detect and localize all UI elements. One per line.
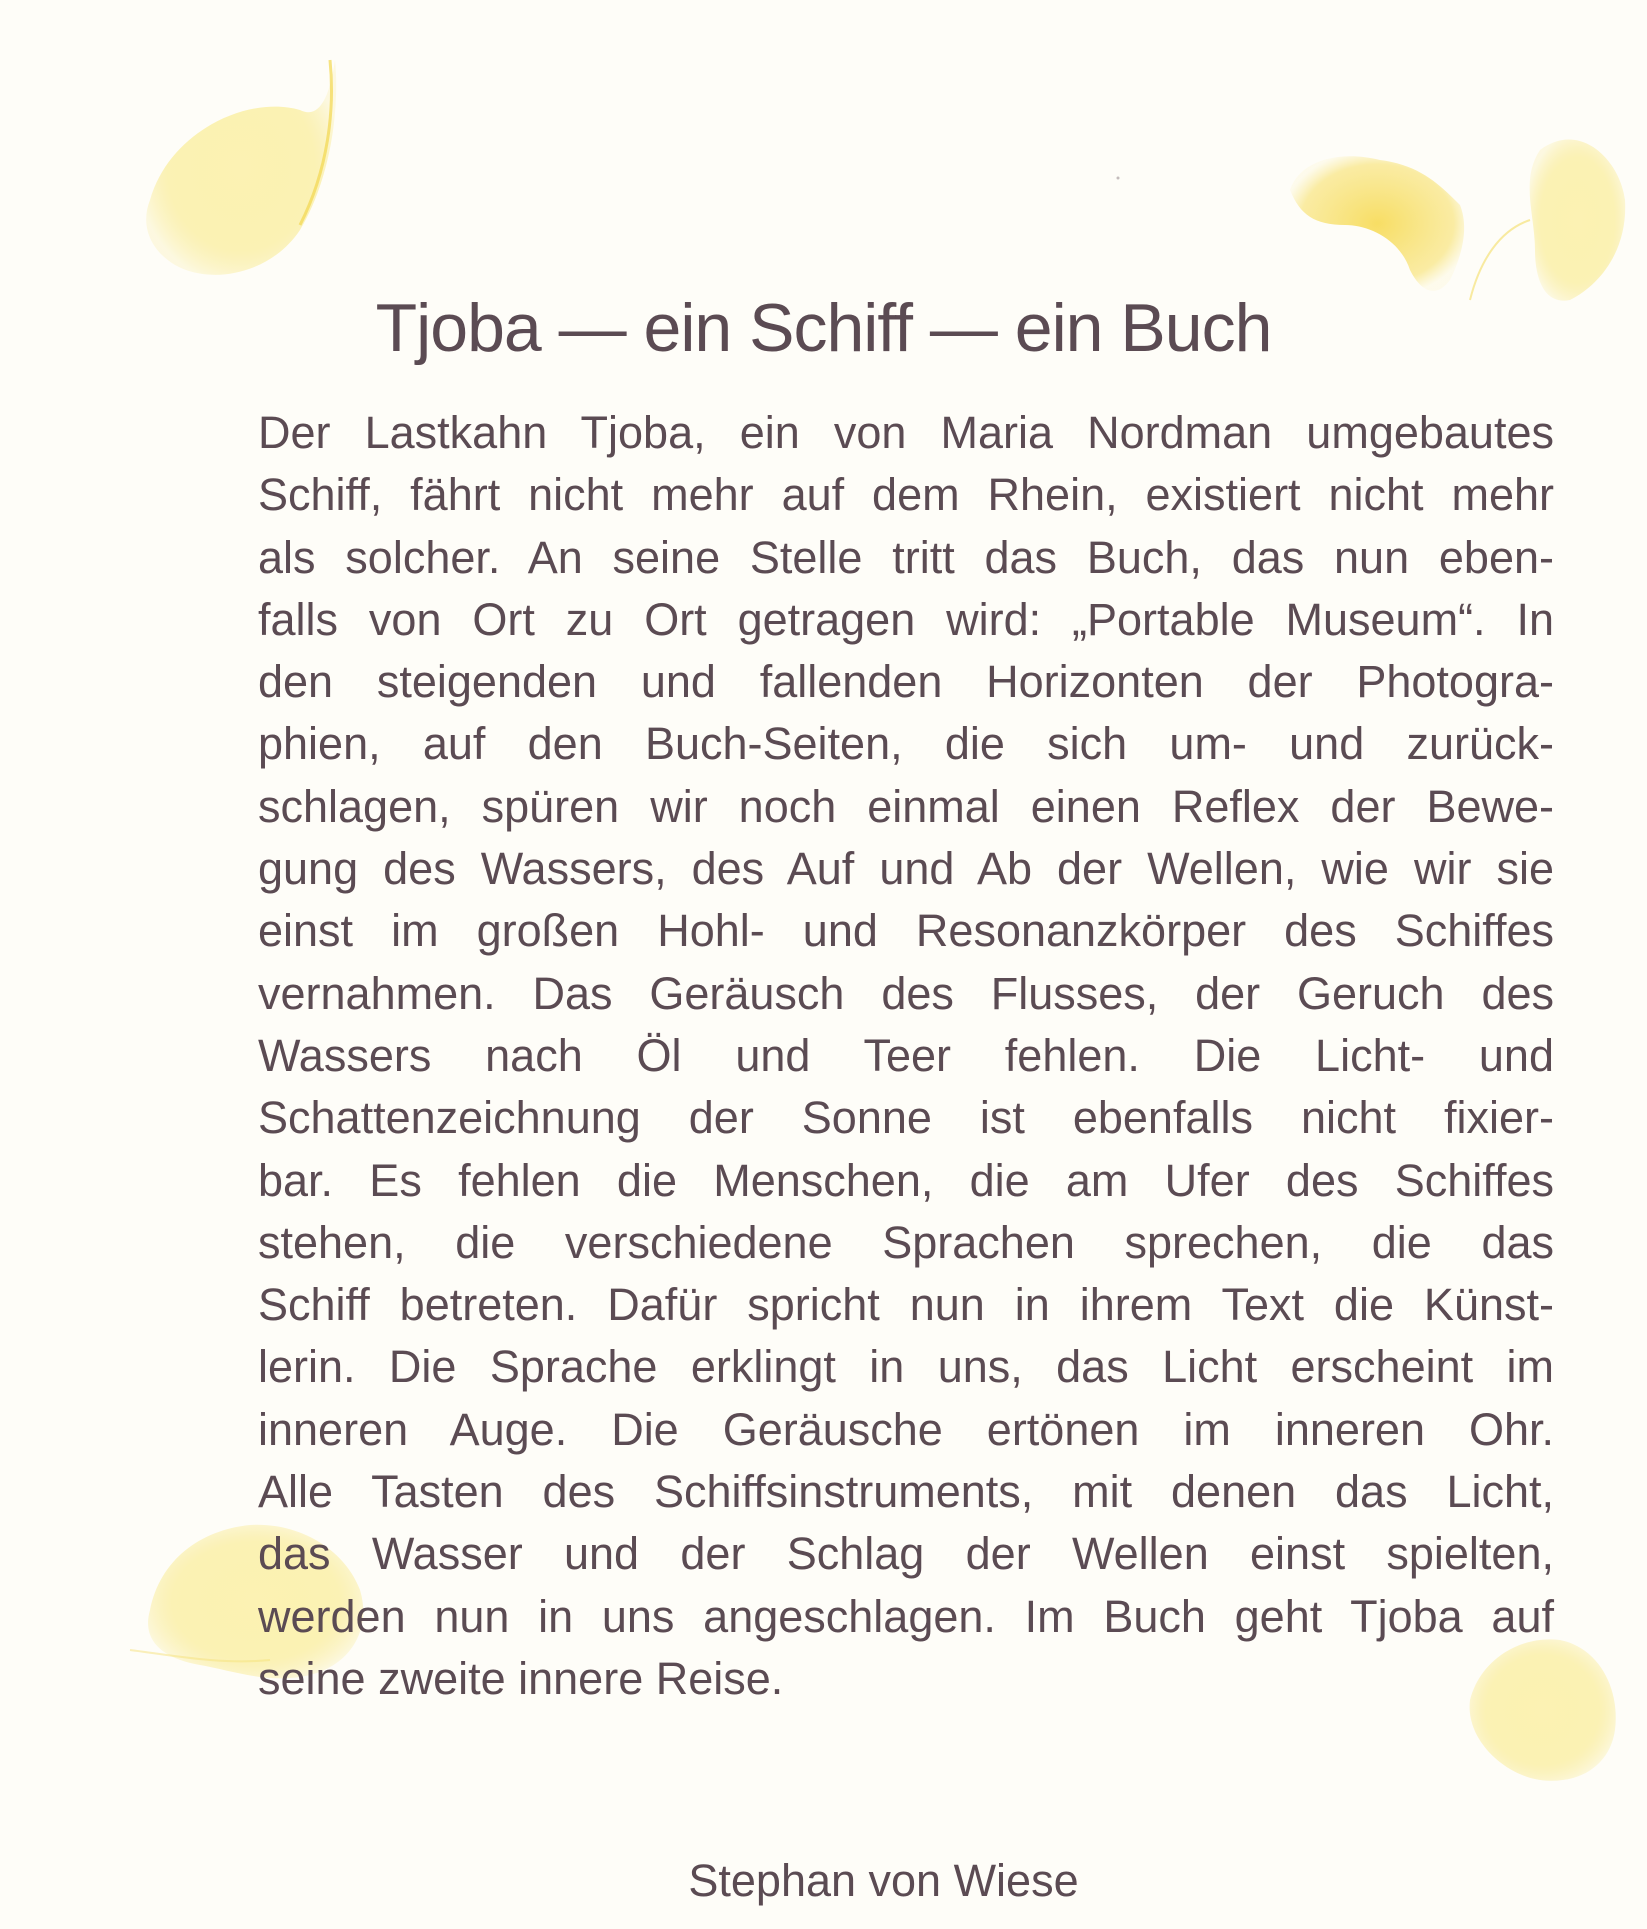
document-title: Tjoba — ein Schiff — ein Buch: [375, 290, 1272, 366]
text-line: Schiff betreten. Dafür spricht nun in ihrem Text die Künst-: [258, 1279, 1554, 1331]
text-line: inneren Auge. Die Geräusche ertönen im inneren Ohr.: [258, 1403, 1554, 1455]
text-line: das Wasser und der Schlag der Wellen einst spielten,: [258, 1528, 1554, 1580]
text-line: Der Lastkahn Tjoba, ein von Maria Nordman umgebautes: [258, 407, 1554, 458]
stain-top-left: [146, 60, 336, 275]
text-line: Schiff, fährt nicht mehr auf dem Rhein, existiert nicht mehr: [258, 469, 1554, 521]
paper-speck: [1117, 177, 1120, 180]
text-line: phien, auf den Buch-Seiten, die sich um- und zurück-: [258, 718, 1554, 770]
author-signature: [0, 1850, 1647, 1906]
text-line: den steigenden und fallenden Horizonten der Photogra-: [258, 656, 1554, 708]
text-line: Wassers nach Öl und Teer fehlen. Die Licht- und: [258, 1029, 1554, 1081]
text-line: seine zweite innere Reise.: [258, 1652, 784, 1704]
text-line: werden nun in uns angeschlagen. Im Buch geht Tjoba auf: [258, 1590, 1554, 1642]
stain-top-right: [1290, 140, 1625, 301]
text-line: als solcher. An seine Stelle tritt das Buch, das nun eben-: [258, 531, 1554, 583]
text-line: einst im großen Hohl- und Resonanzkörper des Schiffes: [258, 905, 1554, 957]
text-line: lerin. Die Sprache erklingt in uns, das Licht erscheint im: [258, 1341, 1554, 1393]
author-name: Stephan von Wiese: [688, 1855, 1079, 1906]
text-line: schlagen, spüren wir noch einmal einen Reflex der Bewe-: [258, 780, 1554, 832]
text-line: gung des Wassers, des Auf und Ab der Wellen, wie wir sie: [258, 843, 1554, 895]
text-line: Alle Tasten des Schiffsinstruments, mit denen das Licht,: [258, 1466, 1554, 1518]
text-line: Schattenzeichnung der Sonne ist ebenfalls nicht fixier-: [258, 1092, 1554, 1144]
text-line: falls von Ort zu Ort getragen wird: „Portable Museum“. In: [258, 593, 1554, 645]
body-text: [258, 402, 1554, 1710]
text-line: stehen, die verschiedene Sprachen sprechen, die das: [258, 1216, 1554, 1268]
text-line: vernahmen. Das Geräusch des Flusses, der Geruch des: [258, 967, 1554, 1019]
text-line: bar. Es fehlen die Menschen, die am Ufer des Schiffes: [258, 1154, 1554, 1206]
